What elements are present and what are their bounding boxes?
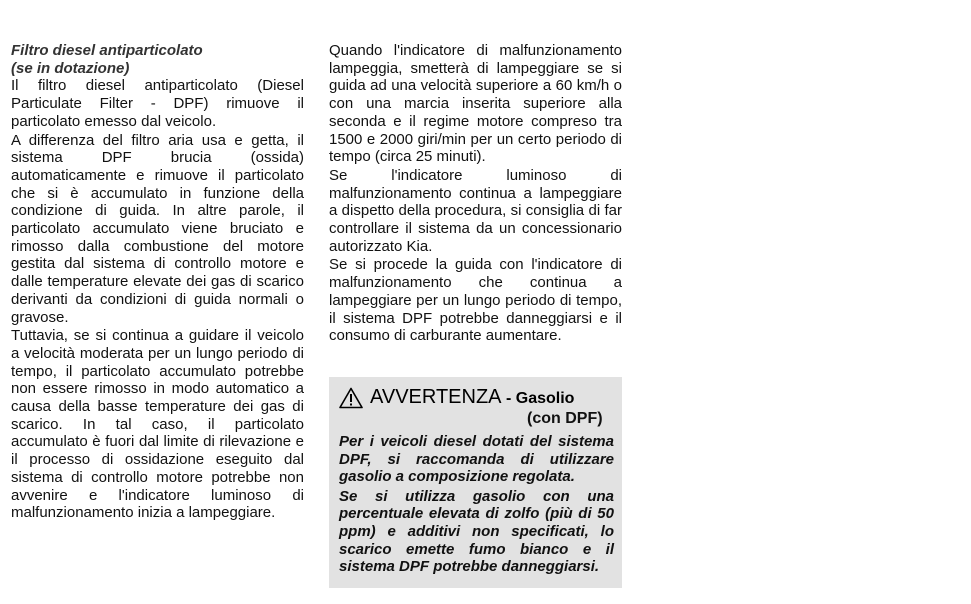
warning-box <box>329 377 622 588</box>
left-column <box>11 42 304 523</box>
heading-line-2: (se in dotazione) <box>11 59 130 77</box>
warning-text <box>339 433 614 576</box>
warning-paragraph: Per i veicoli diesel dotati del sistema DPF, si raccomanda di utilizzare gasolio a composizione regolata. <box>339 433 614 486</box>
paragraph: Se si procede la guida con l'indicatore di malfunzionamento che continua a lampeggiare per un lungo periodo di tempo, il sistema DPF potrebbe danneggiarsi e il consumo di carburante aumentare. <box>329 256 622 345</box>
warning-subtitle: - Gasolio <box>505 390 575 407</box>
paragraph: Quando l'indicatore di malfunzionamento lampeggia, smetterà di lampeggiare se si guida ad una velocità superiore a 60 km/h o con una marcia inserita superiore alla seconda e il regime motore compreso tra 1500 e 2000 giri/min per un certo periodo di tempo (circa 25 minuti). <box>329 42 622 166</box>
warning-label: AVVERTENZA <box>370 386 501 408</box>
warning-paragraph: Se si utilizza gasolio con una percentuale elevata di zolfo (più di 50 ppm) e additivi non specificati, lo scarico emette fumo bianco e il sistema DPF potrebbe danneggiarsi. <box>339 487 614 576</box>
heading-line-1: Filtro diesel antiparticolato <box>11 42 203 59</box>
paragraph: Il filtro diesel antiparticolato (Diesel Particulate Filter - DPF) rimuove il particolato emesso dal veicolo. <box>11 77 304 130</box>
warning-title <box>339 385 614 433</box>
paragraph: A differenza del filtro aria usa e getta, il sistema DPF brucia (ossida) automaticamente e rimuove il particolato che si è accumulato in funzione della condizione di guida. In altre parole, il particolato accumulato viene bruciato e rimosso dalla combustione del motore gestita dal sistema di controllo motore e dalle temperature elevate dei gas di scarico derivanti da condizioni di guida normali o gravose. <box>11 131 304 326</box>
right-column <box>329 42 622 346</box>
paragraph: Tuttavia, se si continua a guidare il veicolo a velocità moderata per un lungo periodo di tempo, il particolato accumulato potrebbe non essere rimosso in modo automatico a causa della basse temperature dei gas di scarico. In tal caso, il particolato accumulato è fuori dal limite di rilevazione e il processo di ossidazione eseguito dal sistema di controllo motore potrebbe non avvenire e l'indicatore luminoso di malfunzionamento inizia a lampeggiare. <box>11 327 304 522</box>
warning-title-text <box>370 385 574 411</box>
warning-subtitle-2: (con DPF) <box>527 410 603 427</box>
paragraph: Se l'indicatore luminoso di malfunzionamento continua a lampeggiare a dispetto della procedura, si consiglia di far controllare il sistema da un concessionario autorizzato Kia. <box>329 166 622 255</box>
warning-triangle-icon <box>339 387 363 409</box>
section-heading <box>11 42 304 77</box>
